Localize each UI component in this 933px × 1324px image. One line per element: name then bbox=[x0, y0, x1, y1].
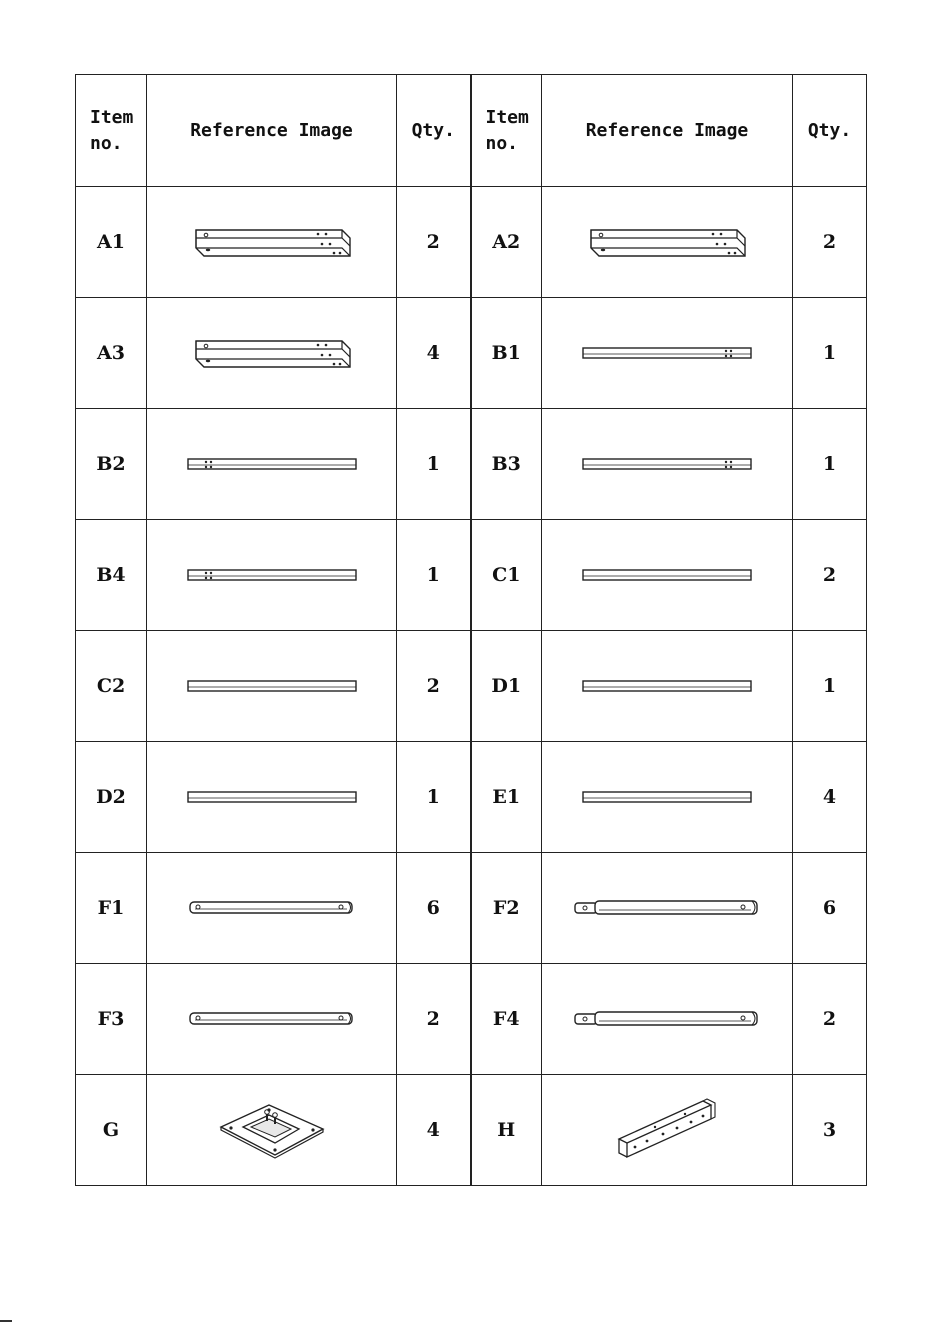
item-number: B4 bbox=[76, 520, 147, 631]
quantity: 2 bbox=[793, 187, 867, 298]
header-reference-image: Reference Image bbox=[542, 75, 793, 187]
reference-image bbox=[542, 853, 793, 964]
reference-image bbox=[542, 187, 793, 298]
item-number: A2 bbox=[471, 187, 542, 298]
table-row bbox=[76, 520, 867, 631]
round-tube-icon bbox=[147, 1010, 396, 1028]
quantity: 2 bbox=[793, 520, 867, 631]
reference-image bbox=[542, 964, 793, 1075]
table-row bbox=[76, 298, 867, 409]
reference-image bbox=[542, 298, 793, 409]
item-number: B1 bbox=[471, 298, 542, 409]
reference-image bbox=[542, 520, 793, 631]
table-row bbox=[76, 187, 867, 298]
header-qty: Qty. bbox=[397, 75, 471, 187]
reference-image bbox=[147, 409, 397, 520]
telescopic-tube-icon bbox=[542, 1010, 792, 1028]
table-row bbox=[76, 964, 867, 1075]
table-row bbox=[76, 853, 867, 964]
foot-plate-icon bbox=[147, 1099, 396, 1161]
flat-bar-icon bbox=[147, 678, 396, 694]
quantity: 3 bbox=[793, 1075, 867, 1186]
end-beam-icon bbox=[147, 333, 396, 373]
quantity: 6 bbox=[397, 853, 471, 964]
header-reference-image: Reference Image bbox=[147, 75, 397, 187]
end-beam-icon bbox=[542, 222, 792, 262]
round-tube-icon bbox=[147, 899, 396, 917]
header-item-no: Item no. bbox=[471, 75, 542, 187]
item-number: F1 bbox=[76, 853, 147, 964]
quantity: 1 bbox=[793, 631, 867, 742]
telescopic-tube-icon bbox=[542, 899, 792, 917]
parts-table bbox=[75, 74, 867, 1186]
quantity: 1 bbox=[793, 409, 867, 520]
reference-image bbox=[542, 742, 793, 853]
flat-bar-holes-right-icon bbox=[542, 345, 792, 361]
item-number: G bbox=[76, 1075, 147, 1186]
item-number: C2 bbox=[76, 631, 147, 742]
reference-image bbox=[147, 964, 397, 1075]
quantity: 1 bbox=[397, 742, 471, 853]
item-number: D1 bbox=[471, 631, 542, 742]
reference-image bbox=[147, 742, 397, 853]
reference-image bbox=[147, 1075, 397, 1186]
reference-image bbox=[542, 1075, 793, 1186]
item-number: H bbox=[471, 1075, 542, 1186]
item-number: B2 bbox=[76, 409, 147, 520]
flat-bar-icon bbox=[542, 567, 792, 583]
reference-image bbox=[147, 520, 397, 631]
item-number: F3 bbox=[76, 964, 147, 1075]
table-row bbox=[76, 742, 867, 853]
quantity: 4 bbox=[793, 742, 867, 853]
item-number: F2 bbox=[471, 853, 542, 964]
item-number: D2 bbox=[76, 742, 147, 853]
angle-bracket-icon bbox=[542, 1095, 792, 1165]
flat-bar-holes-right-icon bbox=[542, 456, 792, 472]
end-beam-icon bbox=[147, 222, 396, 262]
flat-bar-icon bbox=[542, 678, 792, 694]
table-row bbox=[76, 1075, 867, 1186]
quantity: 4 bbox=[397, 1075, 471, 1186]
reference-image bbox=[147, 853, 397, 964]
quantity: 6 bbox=[793, 853, 867, 964]
quantity: 2 bbox=[397, 631, 471, 742]
header-item-no: Item no. bbox=[76, 75, 147, 187]
item-number: C1 bbox=[471, 520, 542, 631]
quantity: 2 bbox=[793, 964, 867, 1075]
header-qty: Qty. bbox=[793, 75, 867, 187]
item-number: A3 bbox=[76, 298, 147, 409]
quantity: 1 bbox=[397, 520, 471, 631]
flat-bar-holes-left-icon bbox=[147, 567, 396, 583]
item-number: B3 bbox=[471, 409, 542, 520]
header-row bbox=[76, 75, 867, 187]
item-number: E1 bbox=[471, 742, 542, 853]
flat-bar-icon bbox=[542, 789, 792, 805]
reference-image bbox=[147, 631, 397, 742]
quantity: 1 bbox=[793, 298, 867, 409]
quantity: 2 bbox=[397, 187, 471, 298]
quantity: 4 bbox=[397, 298, 471, 409]
item-number: A1 bbox=[76, 187, 147, 298]
reference-image bbox=[147, 187, 397, 298]
flat-bar-icon bbox=[147, 789, 396, 805]
quantity: 2 bbox=[397, 964, 471, 1075]
reference-image bbox=[542, 631, 793, 742]
flat-bar-holes-left-icon bbox=[147, 456, 396, 472]
item-number: F4 bbox=[471, 964, 542, 1075]
table-row bbox=[76, 409, 867, 520]
quantity: 1 bbox=[397, 409, 471, 520]
page-edge-mark bbox=[0, 1320, 12, 1322]
reference-image bbox=[147, 298, 397, 409]
reference-image bbox=[542, 409, 793, 520]
table-row bbox=[76, 631, 867, 742]
